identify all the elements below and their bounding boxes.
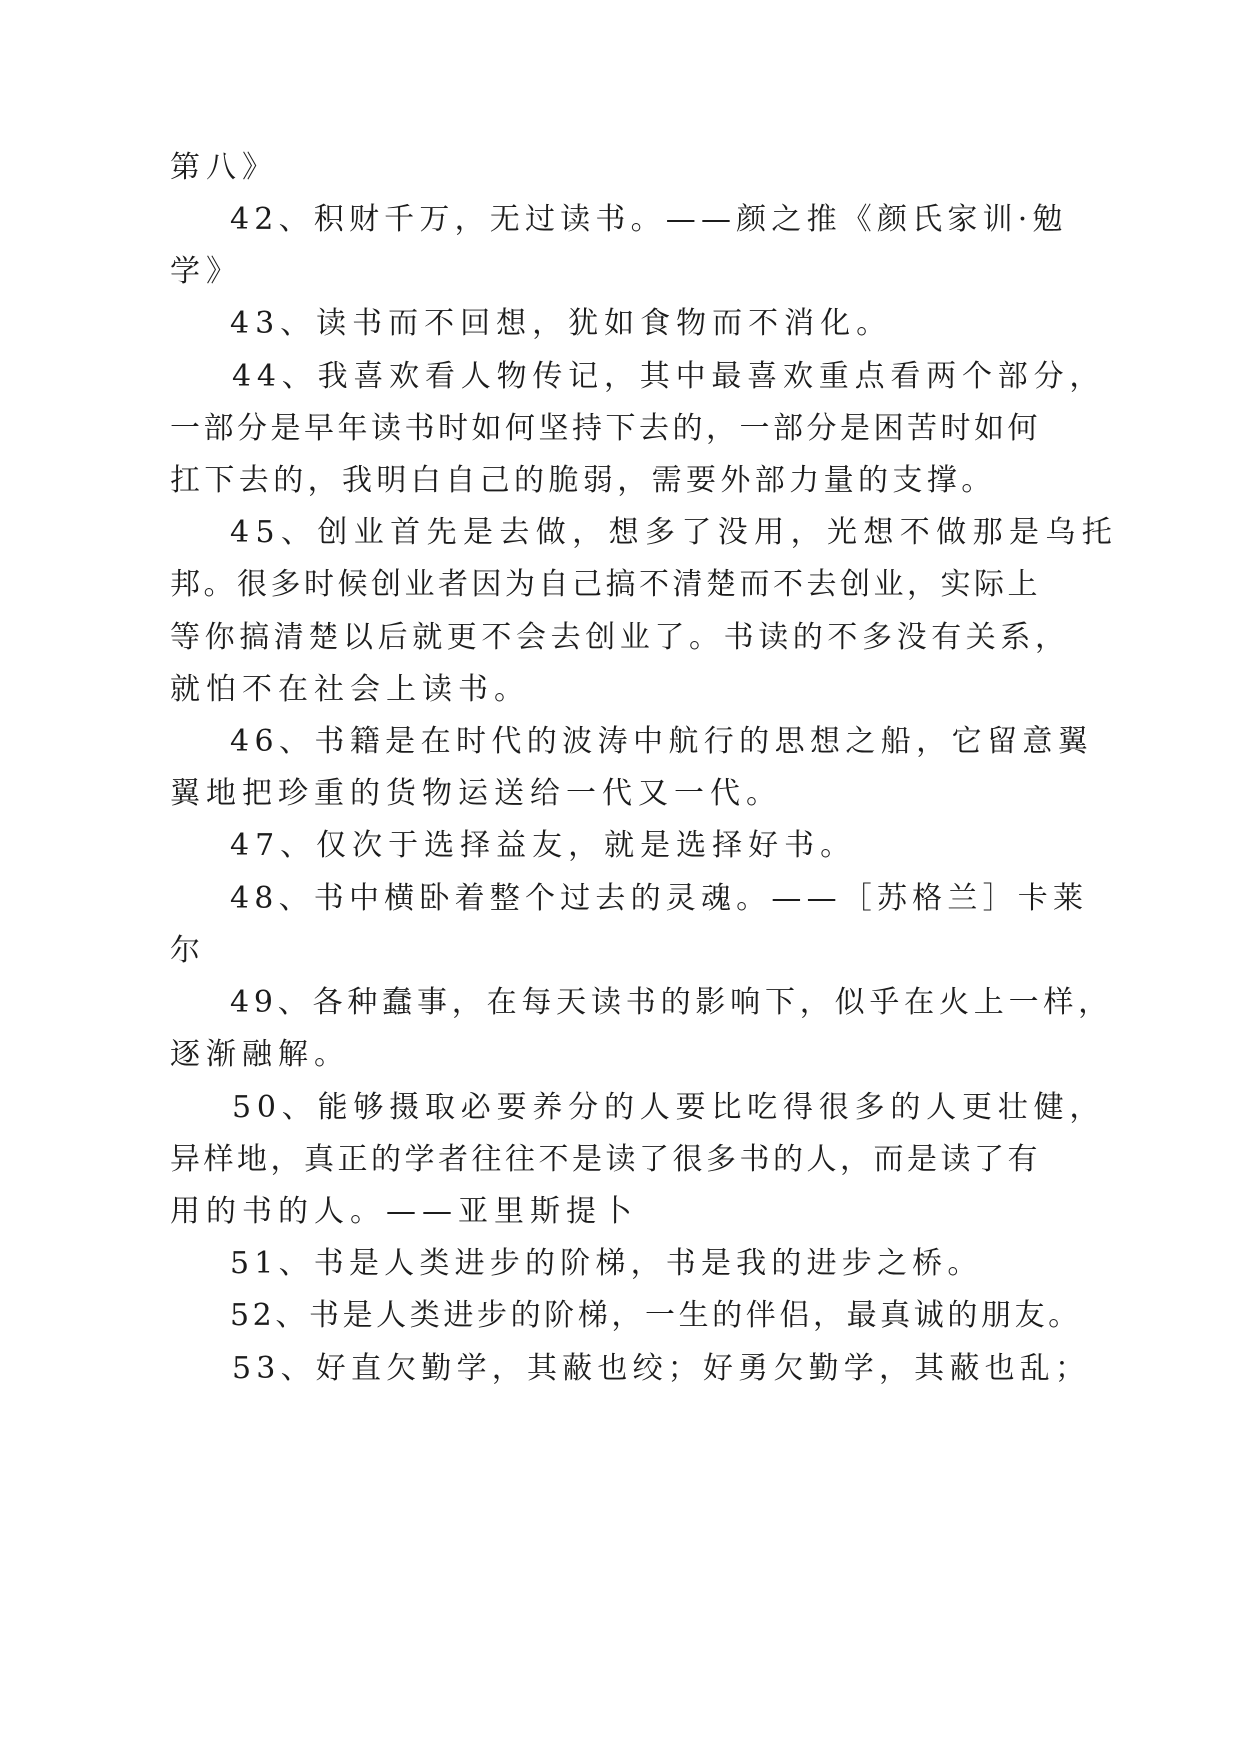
text-line: 邦。很多时候创业者因为自己搞不清楚而不去创业，实际上 (170, 567, 1041, 602)
text-line: 51、书是人类进步的阶梯，书是我的进步之桥。 (230, 1246, 983, 1281)
text-line: 尔 (170, 933, 206, 968)
text-line: 44、我喜欢看人物传记，其中最喜欢重点看两个部分， (232, 359, 1106, 394)
text-line: 异样地，真正的学者往往不是读了很多书的人，而是读了有 (170, 1142, 1041, 1177)
text-line: 53、好直欠勤学，其蔽也绞；好勇欠勤学，其蔽也乱； (232, 1351, 1091, 1386)
text-line: 52、书是人类进步的阶梯，一生的伴侣，最真诚的朋友。 (230, 1298, 1082, 1333)
text-line: 一部分是早年读书时如何坚持下去的，一部分是困苦时如何 (170, 411, 1041, 446)
text-line: 43、读书而不回想，犹如食物而不消化。 (230, 306, 893, 341)
text-line: 等你搞清楚以后就更不会去创业了。书读的不多没有关系， (170, 620, 1070, 655)
text-line: 就怕不在社会上读书。 (170, 672, 530, 707)
text-line: 46、书籍是在时代的波涛中航行的思想之船，它留意翼 (230, 724, 1094, 759)
text-line: 48、书中横卧着整个过去的灵魂。——［苏格兰］卡莱 (230, 881, 1089, 916)
text-line: 用的书的人。——亚里斯提卜 (170, 1194, 638, 1229)
text-line: 42、积财千万，无过读书。——颜之推《颜氏家训·勉 (230, 202, 1068, 237)
text-line: 49、各种蠢事，在每天读书的影响下，似乎在火上一样， (230, 985, 1113, 1020)
text-line: 扛下去的，我明白自己的脆弱，需要外部力量的支撑。 (170, 463, 996, 498)
text-line: 50、能够摄取必要养分的人要比吃得很多的人更壮健， (232, 1090, 1106, 1125)
text-line: 翼地把珍重的货物运送给一代又一代。 (170, 776, 782, 811)
text-line: 学》 (170, 254, 242, 289)
text-line: 第八》 (170, 150, 278, 185)
text-line: 逐渐融解。 (170, 1037, 350, 1072)
text-line: 47、仅次于选择益友，就是选择好书。 (230, 828, 857, 863)
text-line: 45、创业首先是去做，想多了没用，光想不做那是乌托 (230, 515, 1119, 550)
